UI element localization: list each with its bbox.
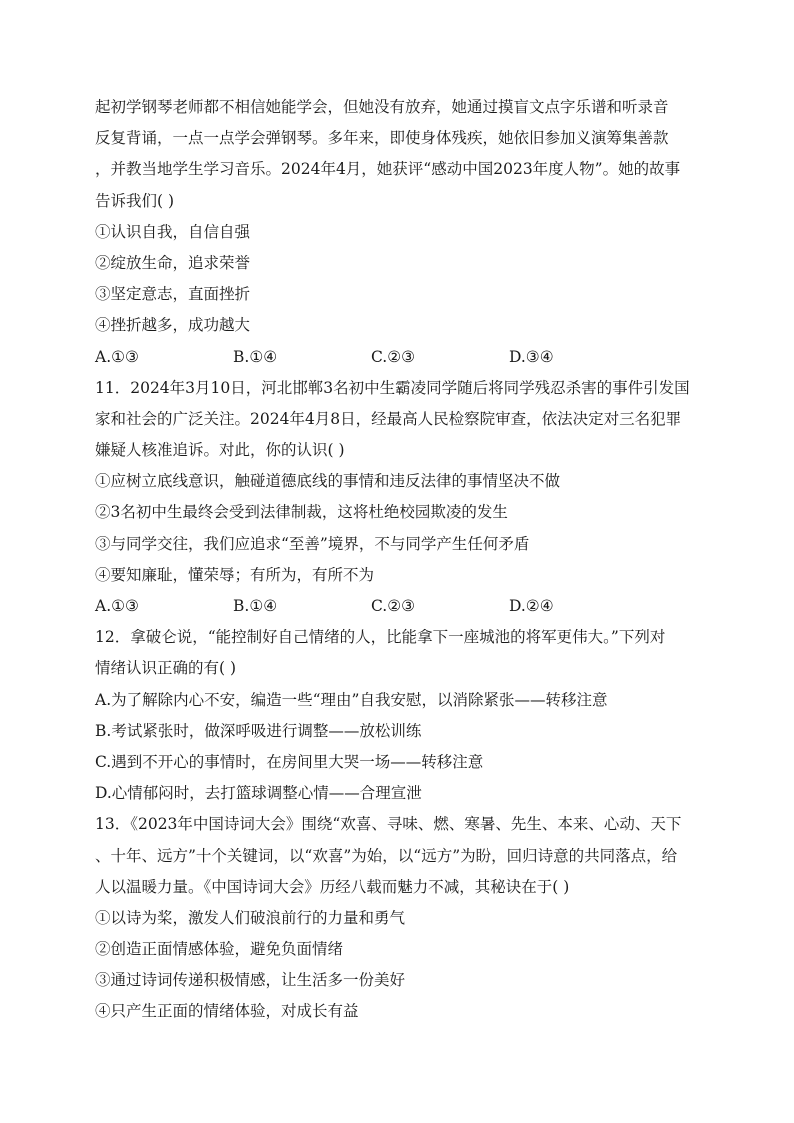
statement-item: ②创造正面情感体验，避免负面情绪 [95, 940, 344, 959]
choice-item: A.为了解除内心不安，编造一些“理由”自我安慰，以消除紧张——转移注意 [95, 690, 608, 709]
option-b: B.①④ [233, 597, 278, 615]
choice-item: C.遇到不开心的事情时，在房间里大哭一场——转移注意 [95, 752, 484, 771]
answer-options [95, 591, 705, 622]
option-a: A.①③ [95, 597, 139, 615]
option-d: D.②④ [509, 597, 554, 615]
page-content [95, 92, 705, 1028]
option-a: A.①③ [95, 347, 139, 366]
statement-item: ③与同学交往，我们应追求“至善”境界，不与同学产生任何矛盾 [95, 534, 530, 553]
option-b: B.①④ [233, 347, 278, 366]
question-12 [95, 622, 705, 809]
option-d: D.③④ [509, 347, 554, 366]
question-stem-line: 告诉我们( ) [95, 191, 175, 210]
choice-item: D.心情郁闷时，去打篮球调整心情——合理宣泄 [95, 784, 422, 803]
question-stem-line: 反复背诵，一点一点学会弹钢琴。多年来，即使身体残疾，她依旧参加义演筹集善款 [95, 129, 669, 148]
option-c: C.②③ [371, 597, 416, 615]
statement-item: ①以诗为桨，激发人们破浪前行的力量和勇气 [95, 908, 406, 927]
statement-item: ①应树立底线意识，触碰道德底线的事情和违反法律的事情坚决不做 [95, 472, 561, 491]
option-c: C.②③ [371, 347, 416, 366]
question-stem-line: 13．《2023年中国诗词大会》围绕“欢喜、寻味、燃、寒暑、先生、本来、心动、天下 [95, 815, 682, 834]
question-stem-line: 11．2024年3月10日，河北邯郸3名初中生霸凌同学随后将同学残忍杀害的事件引发国 [95, 378, 690, 397]
question-stem-line: 12．拿破仑说，“能控制好自己情绪的人，比能拿下一座城池的将军更伟大。”下列对 [95, 628, 666, 647]
question-stem-line: ，并教当地学生学习音乐。2024年4月，她获评“感动中国2023年度人物”。她的故事 [95, 160, 681, 179]
statement-item: ④只产生正面的情绪体验，对成长有益 [95, 1002, 359, 1021]
statement-item: ④要知廉耻，懂荣辱；有所为，有所不为 [95, 565, 375, 584]
statement-item: ④挫折越多，成功越大 [95, 316, 251, 335]
question-10 [95, 92, 705, 373]
statement-item: ②3名初中生最终会受到法律制裁，这将杜绝校园欺凌的发生 [95, 503, 508, 522]
question-stem-line: 情绪认识正确的有( ) [95, 659, 237, 678]
question-stem-line: 、十年、远方”十个关键词，以“欢喜”为始，以“远方”为盼，回归诗意的共同落点，给 [95, 846, 678, 865]
question-stem-line: 家和社会的广泛关注。2024年4月8日，经最高人民检察院审查，依法决定对三名犯罪 [95, 409, 682, 428]
choice-item: B.考试紧张时，做深呼吸进行调整——放松训练 [95, 721, 422, 740]
question-13 [95, 809, 705, 1027]
statement-item: ②绽放生命，追求荣誉 [95, 253, 251, 272]
question-stem-line: 人以温暖力量。《中国诗词大会》历经八载而魅力不减，其秘诀在于( ) [95, 877, 570, 896]
statement-item: ③坚定意志，直面挫折 [95, 285, 251, 304]
question-11 [95, 373, 705, 623]
question-stem-line: 起初学钢琴老师都不相信她能学会，但她没有放弃，她通过摸盲文点字乐谱和听录音 [95, 98, 669, 116]
statement-item: ①认识自我，自信自强 [95, 222, 251, 241]
statement-item: ③通过诗词传递积极情感，让生活多一份美好 [95, 971, 406, 990]
answer-options [95, 342, 705, 373]
question-stem-line: 嫌疑人核准追诉。对此，你的认识( ) [95, 441, 345, 460]
